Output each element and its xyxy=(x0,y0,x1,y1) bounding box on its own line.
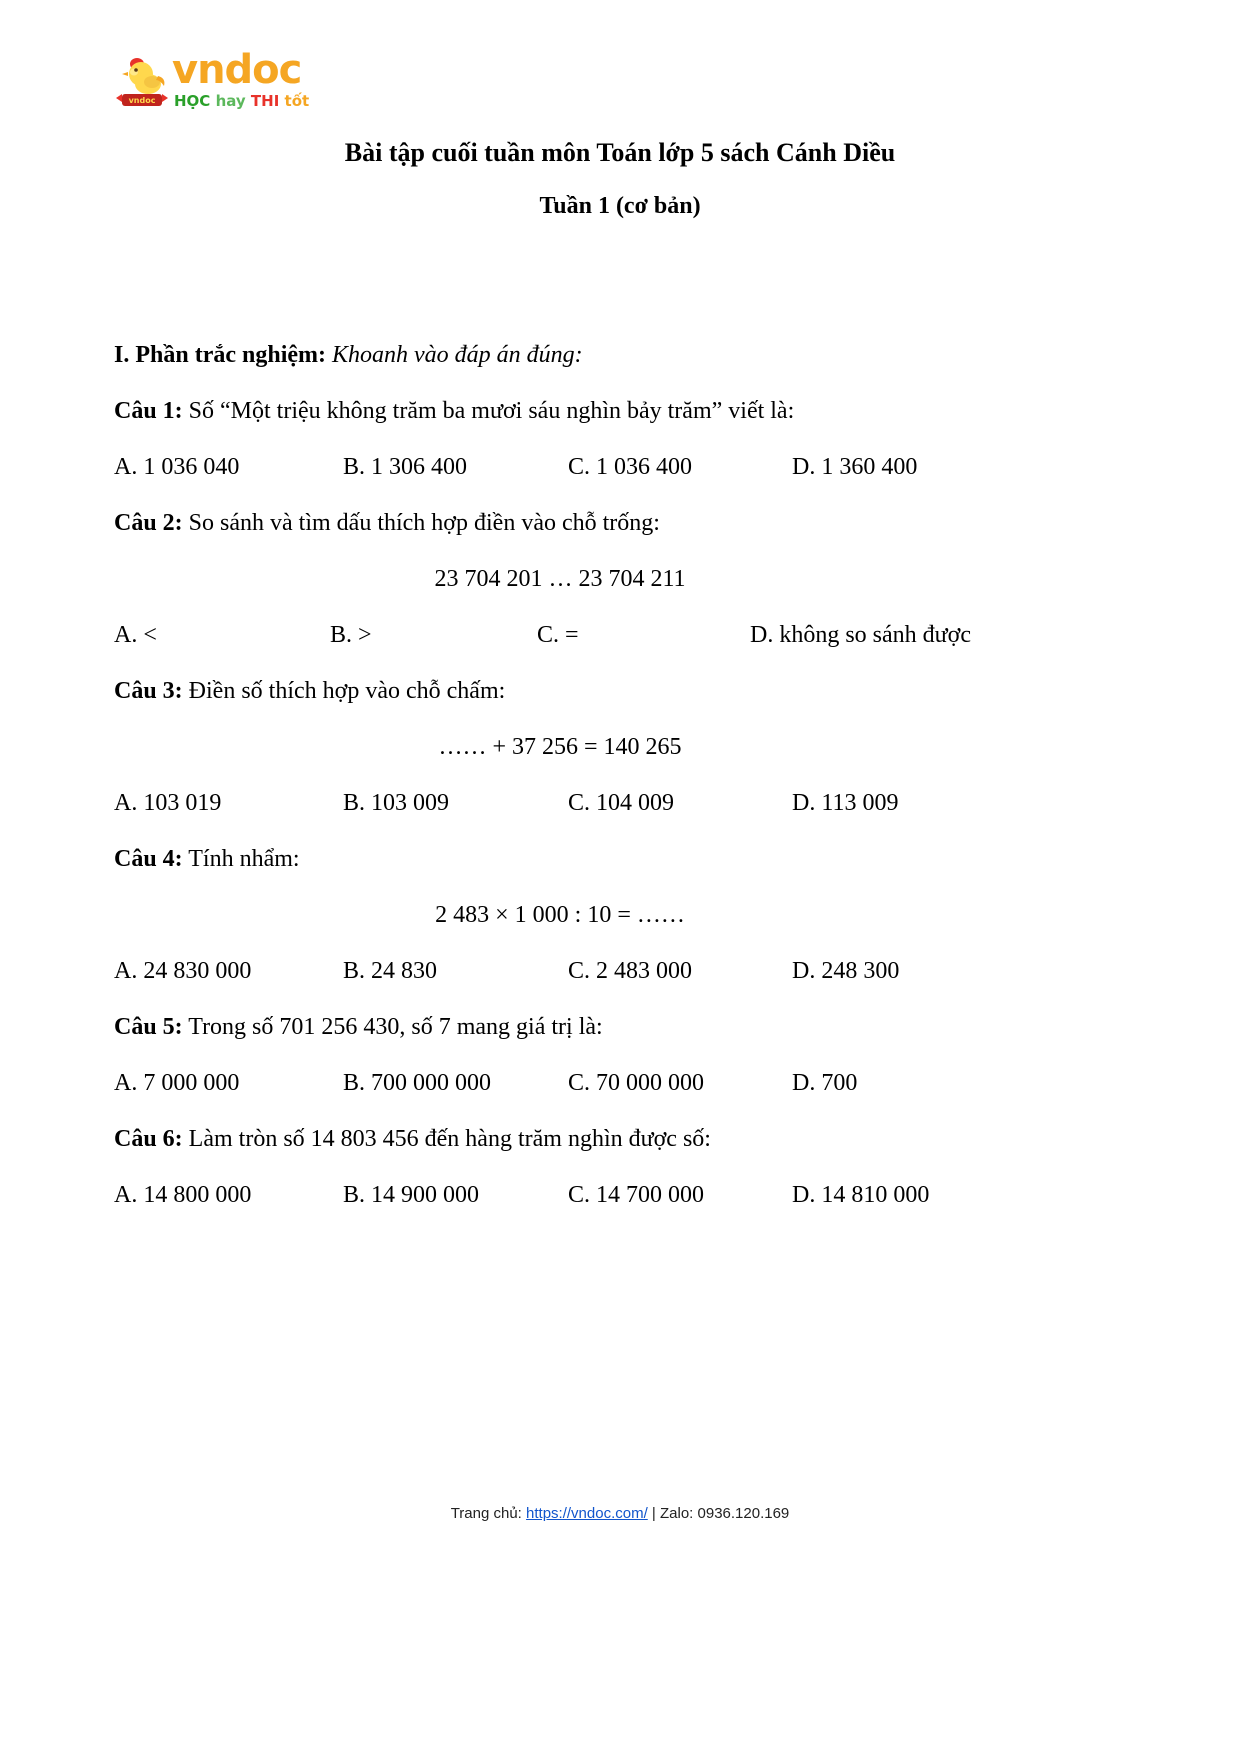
question-6-text: Làm tròn số 14 803 456 đến hàng trăm nghìn được số: xyxy=(188,1126,711,1152)
question-5 xyxy=(114,1012,1126,1098)
question-2-option-b[interactable]: B. > xyxy=(330,622,372,648)
question-2-text: So sánh và tìm dấu thích hợp điền vào chỗ trống: xyxy=(188,510,660,536)
rooster-mascot-icon xyxy=(114,52,172,110)
question-3-options xyxy=(114,788,1126,818)
question-1-options xyxy=(114,452,1126,482)
question-1-stem xyxy=(114,396,1126,426)
question-4-option-d[interactable]: D. 248 300 xyxy=(792,958,900,984)
question-4 xyxy=(114,844,1126,986)
tagline-tot: tốt xyxy=(284,92,310,110)
question-1-text: Số “Một triệu không trăm ba mươi sáu nghìn bảy trăm” viết là: xyxy=(188,398,795,424)
tagline-hoc: HỌC xyxy=(174,92,211,110)
question-1-option-b[interactable]: B. 1 306 400 xyxy=(343,454,468,480)
question-5-text: Trong số 701 256 430, số 7 mang giá trị là: xyxy=(188,1014,603,1040)
question-6-option-b[interactable]: B. 14 900 000 xyxy=(343,1182,480,1208)
question-3-label: Câu 3: xyxy=(114,678,183,704)
question-4-stem xyxy=(114,844,1126,874)
page-footer xyxy=(0,1504,1240,1524)
question-1-option-c[interactable]: C. 1 036 400 xyxy=(568,454,693,480)
tagline-thi: THI xyxy=(250,92,280,110)
question-3 xyxy=(114,676,1126,818)
question-2 xyxy=(114,508,1126,650)
question-6-label: Câu 6: xyxy=(114,1126,183,1152)
question-4-option-b[interactable]: B. 24 830 xyxy=(343,958,438,984)
question-3-option-b[interactable]: B. 103 009 xyxy=(343,790,450,816)
question-5-option-c[interactable]: C. 70 000 000 xyxy=(568,1070,705,1096)
question-6-option-a[interactable]: A. 14 800 000 xyxy=(114,1182,252,1208)
logo-wordmark: vndoc xyxy=(172,47,302,93)
document-subtitle: Tuần 1 (cơ bản) xyxy=(539,193,701,219)
question-3-option-c[interactable]: C. 104 009 xyxy=(568,790,675,816)
logo-tagline xyxy=(174,92,309,110)
question-4-option-c[interactable]: C. 2 483 000 xyxy=(568,958,693,984)
question-1-option-a[interactable]: A. 1 036 040 xyxy=(114,454,240,480)
question-5-options xyxy=(114,1068,1126,1098)
question-6-stem xyxy=(114,1124,1126,1154)
document-body xyxy=(114,340,1126,1236)
question-6-option-c[interactable]: C. 14 700 000 xyxy=(568,1182,705,1208)
question-5-option-d[interactable]: D. 700 xyxy=(792,1070,858,1096)
question-3-option-d[interactable]: D. 113 009 xyxy=(792,790,899,816)
question-2-stem xyxy=(114,508,1126,538)
question-4-options xyxy=(114,956,1126,986)
question-4-label: Câu 4: xyxy=(114,846,183,872)
question-1-label: Câu 1: xyxy=(114,398,183,424)
site-logo[interactable] xyxy=(114,48,414,114)
question-3-stem xyxy=(114,676,1126,706)
question-5-label: Câu 5: xyxy=(114,1014,183,1040)
question-2-option-d[interactable]: D. không so sánh được xyxy=(750,622,972,648)
question-6-options xyxy=(114,1180,1126,1210)
tagline-hay: hay xyxy=(215,92,246,110)
question-4-text: Tính nhẩm: xyxy=(188,846,300,872)
footer-homepage-link[interactable]: https://vndoc.com/ xyxy=(526,1505,648,1522)
footer-prefix: Trang chủ: xyxy=(450,1505,527,1522)
section-heading-bold: I. Phần trắc nghiệm: xyxy=(114,342,326,368)
question-3-expression: …… + 37 256 = 140 265 xyxy=(438,734,682,760)
question-2-option-c[interactable]: C. = xyxy=(537,622,579,648)
question-2-options xyxy=(114,620,1126,650)
question-3-option-a[interactable]: A. 103 019 xyxy=(114,790,222,816)
question-5-option-b[interactable]: B. 700 000 000 xyxy=(343,1070,492,1096)
question-6 xyxy=(114,1124,1126,1210)
question-2-expression: 23 704 201 … 23 704 211 xyxy=(434,566,686,592)
question-6-option-d[interactable]: D. 14 810 000 xyxy=(792,1182,930,1208)
section-heading-italic: Khoanh vào đáp án đúng: xyxy=(332,342,583,368)
svg-text:vndoc: vndoc xyxy=(128,96,156,105)
question-4-expression: 2 483 × 1 000 : 10 = …… xyxy=(435,902,685,928)
question-5-option-a[interactable]: A. 7 000 000 xyxy=(114,1070,240,1096)
document-title: Bài tập cuối tuần môn Toán lớp 5 sách Cánh Diều xyxy=(344,138,896,167)
footer-suffix: | Zalo: 0936.120.169 xyxy=(647,1505,790,1522)
question-2-option-a[interactable]: A. < xyxy=(114,622,157,648)
section-heading xyxy=(114,340,1126,370)
question-1-option-d[interactable]: D. 1 360 400 xyxy=(792,454,918,480)
question-1 xyxy=(114,396,1126,482)
question-4-option-a[interactable]: A. 24 830 000 xyxy=(114,958,252,984)
question-5-stem xyxy=(114,1012,1126,1042)
question-3-text: Điền số thích hợp vào chỗ chấm: xyxy=(188,678,506,704)
question-2-label: Câu 2: xyxy=(114,510,183,536)
